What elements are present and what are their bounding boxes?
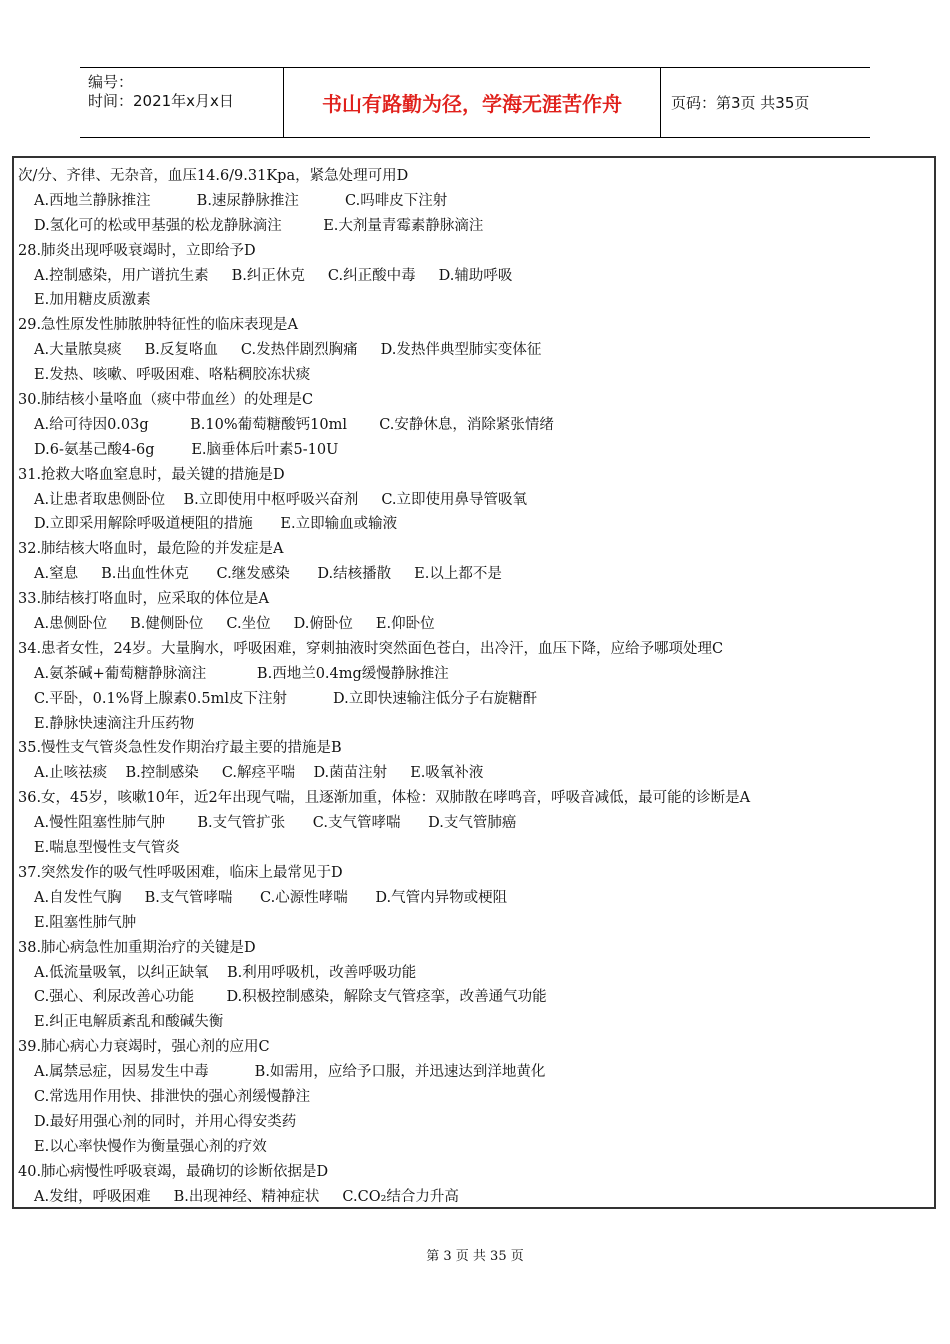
question-line: 29.急性原发性肺脓肿特征性的临床表现是A — [18, 317, 299, 334]
page-header — [80, 67, 870, 138]
question-line: 次/分、齐律、无杂音，血压14.6/9.31Kpa，紧急处理可用D — [18, 168, 409, 184]
answer-options: A.大量脓臭痰 B.反复咯血 C.发热伴剧烈胸痛 D.发热伴典型肺实变体征 — [34, 342, 542, 359]
answer-options: D.立即采用解除呼吸道梗阻的措施 E.立即输血或输液 — [34, 516, 398, 533]
question-line: 39.肺心病心力衰竭时，强心剂的应用C — [18, 1039, 270, 1056]
answer-options: E.静脉快速滴注升压药物 — [34, 715, 195, 732]
answer-options: A.让患者取患侧卧位 B.立即使用中枢呼吸兴奋剂 C.立即使用鼻导管吸氧 — [34, 491, 528, 508]
answer-options: A.发绀，呼吸困难 B.出现神经、精神症状 C.CO₂结合力升高 — [34, 1188, 459, 1205]
answer-options: C.常选用作用快、排泄快的强心剂缓慢静注 — [34, 1088, 311, 1105]
question-line: 31.抢救大咯血窒息时，最关键的措施是D — [18, 466, 285, 483]
answer-options: A.慢性阻塞性肺气肿 B.支气管扩张 C.支气管哮喘 D.支气管肺癌 — [34, 815, 517, 832]
answer-options: A.自发性气胸 B.支气管哮喘 C.心源性哮喘 D.气管内异物或梗阻 — [34, 889, 508, 906]
motto: 书山有路勤为径，学海无涯苦作舟 — [283, 68, 661, 137]
question-line: 33.肺结核打咯血时，应采取的体位是A — [18, 591, 270, 608]
page-footer: 第 3 页 共 35 页 — [426, 1249, 524, 1264]
answer-options: E.纠正电解质紊乱和酸碱失衡 — [34, 1014, 224, 1031]
answer-options: D.最好用强心剂的同时，并用心得安类药 — [34, 1113, 297, 1130]
question-line: 36.女，45岁，咳嗽10年，近2年出现气喘，且逐渐加重，体检：双肺散在哮鸣音，呼吸音减低，最可能的诊断是A — [18, 790, 751, 807]
answer-options: D.氢化可的松或甲基强的松龙静脉滴注 E.大剂量青霉素静脉滴注 — [34, 217, 484, 234]
question-line: 28.肺炎出现呼吸衰竭时，立即给予D — [18, 242, 256, 259]
answer-options: A.属禁忌症，因易发生中毒 B.如需用，应给予口服，并迅速达到洋地黄化 — [34, 1064, 546, 1081]
answer-options: A.给可待因0.03g B.10%葡萄糖酸钙10ml C.安静休息，消除紧张情绪 — [34, 416, 554, 433]
answer-options: A.止咳祛痰 B.控制感染 C.解痉平喘 D.菌苗注射 E.吸氧补液 — [34, 765, 484, 782]
answer-options: A.控制感染，用广谱抗生素 B.纠正休克 C.纠正酸中毒 D.辅助呼吸 — [34, 267, 513, 284]
question-line: 30.肺结核小量咯血（痰中带血丝）的处理是C — [18, 392, 314, 409]
answer-options: D.6-氨基己酸4-6g E.脑垂体后叶素5-10U — [34, 441, 339, 458]
number-label: 编号： — [88, 73, 134, 91]
answer-options: E.阻塞性肺气肿 — [34, 914, 137, 931]
answer-options: C.平卧，0.1%肾上腺素0.5ml皮下注射 D.立即快速输注低分子右旋糖酐 — [34, 690, 538, 707]
question-list — [12, 156, 936, 1209]
answer-options: A.低流量吸氧，以纠正缺氧 B.利用呼吸机，改善呼吸功能 — [34, 964, 417, 981]
page-number: 页码：第3页 共35页 — [671, 94, 810, 112]
answer-options: A.患侧卧位 B.健侧卧位 C.坐位 D.俯卧位 E.仰卧位 — [34, 616, 435, 633]
answer-options: A.氨茶碱+葡萄糖静脉滴注 B.西地兰0.4mg缓慢静脉推注 — [34, 665, 449, 682]
question-line: 38.肺心病急性加重期治疗的关键是D — [18, 939, 256, 956]
question-line: 32.肺结核大咯血时，最危险的并发症是A — [18, 541, 284, 558]
question-line: 37.突然发作的吸气性呼吸困难，临床上最常见于D — [18, 864, 343, 881]
answer-options: A.窒息 B.出血性休克 C.继发感染 D.结核播散 E.以上都不是 — [34, 566, 502, 583]
answer-options: A.西地兰静脉推注 B.速尿静脉推注 C.吗啡皮下注射 — [34, 192, 448, 209]
question-line: 40.肺心病慢性呼吸衰竭，最确切的诊断依据是D — [18, 1163, 329, 1180]
answer-options: E.加用糖皮质激素 — [34, 292, 151, 309]
time-label: 时间：2021年x月x日 — [88, 92, 234, 110]
header-meta — [80, 68, 283, 137]
question-line: 34.患者女性，24岁。大量胸水，呼吸困难，穿刺抽液时突然面色苍白，出冷汗，血压下降，应给予哪项处理C — [18, 640, 724, 657]
answer-options: E.发热、咳嗽、呼吸困难、咯粘稠胶冻状痰 — [34, 367, 311, 384]
question-line: 35.慢性支气管炎急性发作期治疗最主要的措施是B — [18, 740, 342, 757]
answer-options: E.喘息型慢性支气管炎 — [34, 840, 180, 857]
answer-options: E.以心率快慢作为衡量强心剂的疗效 — [34, 1138, 267, 1155]
answer-options: C.强心、利尿改善心功能 D.积极控制感染，解除支气管痉挛，改善通气功能 — [34, 989, 547, 1006]
